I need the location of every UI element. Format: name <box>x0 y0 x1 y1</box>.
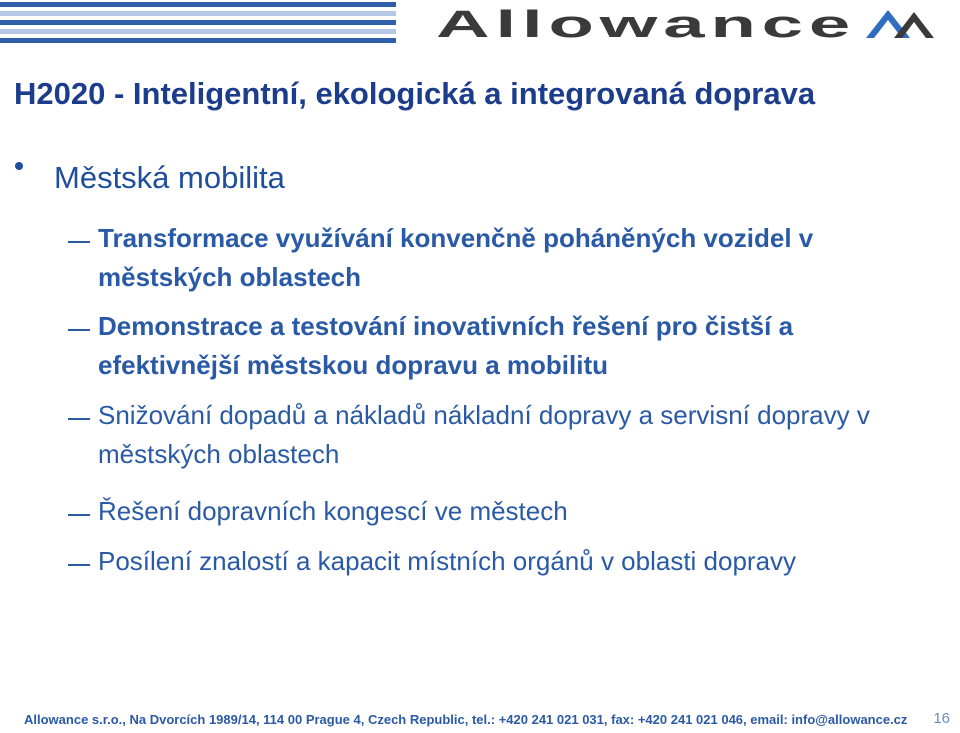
sub-bullet-text: Transformace využívání konvenčně poháněných vozidel v městských oblastech <box>98 223 814 292</box>
header-stripe <box>0 11 396 16</box>
bullet-item <box>14 160 285 195</box>
dash-icon <box>68 418 90 420</box>
dash-icon <box>68 241 90 243</box>
sub-bullet-text: Řešení dopravních kongescí ve městech <box>98 496 568 526</box>
dash-icon <box>68 329 90 331</box>
logo-wordmark: Allowance <box>436 6 856 42</box>
header-stripe <box>0 38 396 43</box>
sub-bullet-text: Posílení znalostí a kapacit místních orgánů v oblasti dopravy <box>98 546 797 576</box>
header-stripe <box>0 2 396 7</box>
header-stripe <box>0 29 396 34</box>
allowance-logo <box>436 6 936 42</box>
slide-title: H2020 - Inteligentní, ekologická a integrovaná doprava <box>14 76 816 111</box>
bullet-dot-icon <box>15 162 23 170</box>
sub-bullet-text: Snižování dopadů a nákladů nákladní dopravy a servisní dopravy v městských oblastech <box>98 400 870 469</box>
header-stripe <box>0 20 396 25</box>
bullet-text: Městská mobilita <box>54 160 285 195</box>
header-stripes <box>0 0 396 44</box>
sub-bullet-text: Demonstrace a testování inovativních řešení pro čistší a efektivnější městskou dopravu a mobilitu <box>98 311 794 380</box>
footer-contact: Allowance s.r.o., Na Dvorcích 1989/14, 114 00 Prague 4, Czech Republic, tel.: +420 241 021 031, fax: +420 241 021 046, email: info@allowance.cz <box>24 712 908 727</box>
dash-icon <box>68 564 90 566</box>
dash-icon <box>68 514 90 516</box>
page-number: 16 <box>933 710 950 727</box>
logo-mark <box>894 12 934 38</box>
